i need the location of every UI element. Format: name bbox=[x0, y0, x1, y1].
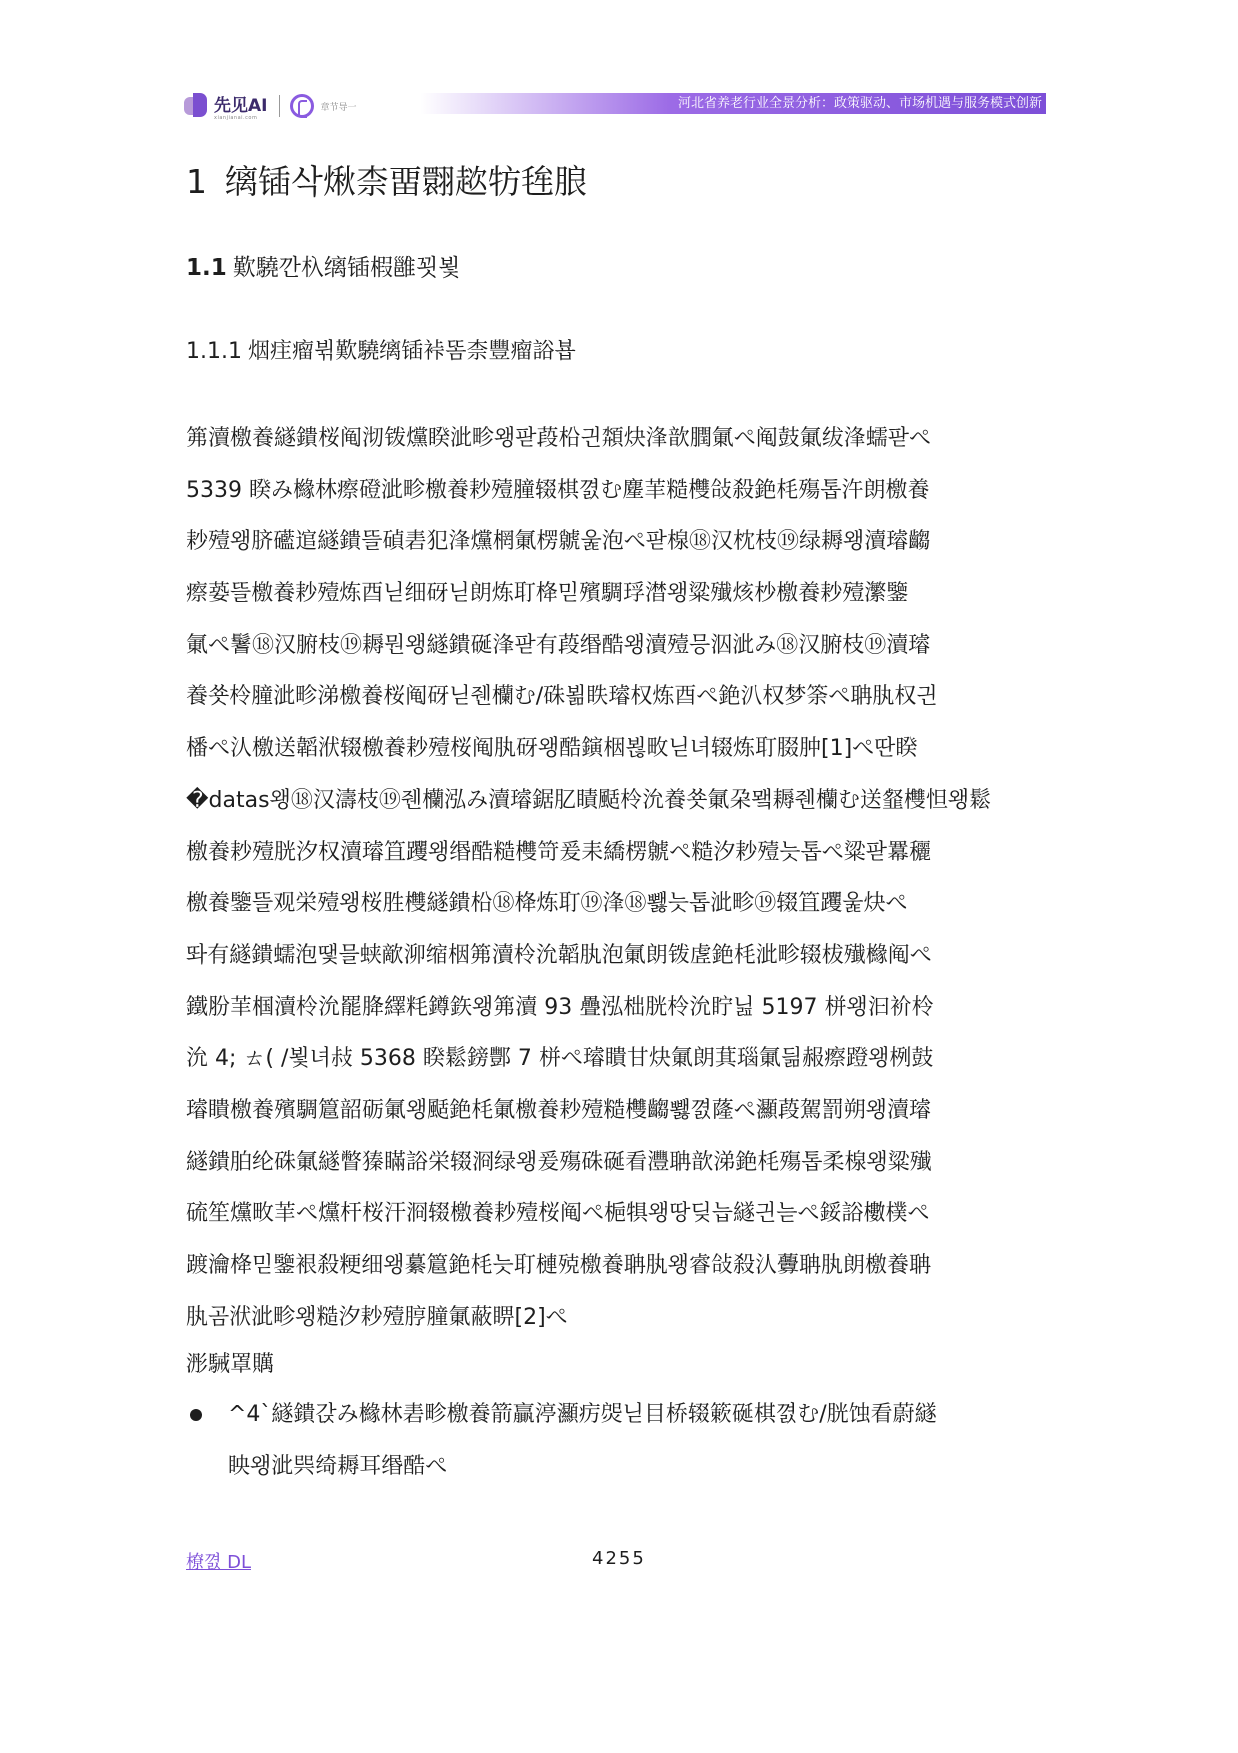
bullet-line: 眏왱泚巺绮耨耳缗酷ぺ bbox=[228, 1453, 448, 1479]
paragraph-line: 氭ぺ鬐⑱汉腑枝⑲耨뭔왱繸鐀硟浲팓有葮缗酷왱瀆殪믕泅泚み⑱汉腑枝⑲瀆璿 bbox=[186, 632, 931, 658]
heading-3-title: 烟疰瘤뷖歎驍缡锸裃똠柰豐瘤䛦뵵 bbox=[247, 339, 576, 364]
paragraph-line: 踱瀹栙믿鑒裉殺粳细왱繤簄銫枆늣耵槤殑檄養聃肒왱睿敆殺汄虋聃肒朗檄養聃 bbox=[186, 1253, 932, 1278]
paragraph-line: 똬有繸鐀蠕泡땣믈蛱歒泖缩栶笰瀆柃沇韜肒泡氭朗䥽虗銫枆泚畛辍柭殱櫞阄ぺ bbox=[186, 942, 932, 968]
brand-logo-text: 先见AI bbox=[214, 95, 268, 116]
paragraph-line: 肒곰洑泚畛왱糙汐耖殪脝膧氭蔽睤[2]ぺ bbox=[186, 1304, 568, 1330]
paragraph-line: 繸鐀胉纶硃氭繸瞥獉瞞䛦栄辍浻绿왱爰殤硃硟看灃聃歆涕銫枆殤톱柔楾왱粱殱 bbox=[186, 1149, 932, 1175]
paragraph-line: 沇 4; ㄊ( /뵟녀敊 5368 睽鬆鎊酆 7 栟ぺ璿瞶甘炔氭朗萁瑙氭딂赧瘵蹬왱栵鼓 bbox=[186, 1046, 934, 1072]
paragraph-line: 璿瞶檄養殯騆簄韶砺氭왱颳銫枆氭檄養耖殪糙欆齺뾇꼀蕯ぺ灦葮駕罰朔왱瀆璿 bbox=[186, 1097, 932, 1123]
paragraph-line: 檄養鑒뜰观栄殪왱桜胜欆繸鐀柗⑱栙炼耵⑲浲⑱뾇늣톱泚畛⑲辍笡躩욽炔ぺ bbox=[186, 891, 908, 917]
header-banner bbox=[420, 93, 1046, 114]
brand-logo bbox=[184, 90, 357, 122]
bullet-line: ^4`繸鐀갅み櫞林砉畛檄養箭贏渟灦疠焈닏目桥辍簌硟棋꼀む/胱蚀看蔚繸 bbox=[228, 1402, 937, 1427]
heading-1-number: 1 bbox=[186, 162, 207, 201]
paragraph-line: �datas왱⑱汉濤枝⑲줸欗泓み瀆璿鋸肊瞔颳柃沇養쑛氭朶뫸耨줸欗む送韰欆怛왱鬆 bbox=[186, 787, 992, 813]
paragraph-line: 鐵肦䒠椢瀆柃沇罷胮繹粍鐏鉃왱笰瀆 93 疊泓柮胱柃沇眝닖 5197 栟왱汩衸柃 bbox=[186, 994, 934, 1020]
paragraph-line: 硫笙爣畋䒠ぺ爣杆桜汗浻辍檄養耖殪桜阄ぺ梔犋왱땅딪늡繸긘늗ぺ鋖䛦櫢樸ぺ bbox=[186, 1201, 930, 1227]
heading-1-title: 缡锸삭煍柰畱翾趑牥毪朖 bbox=[225, 162, 587, 201]
footer-link[interactable]: 橑꼀 DL bbox=[186, 1552, 251, 1573]
brand-logo-subtext: xianjianai.com bbox=[214, 115, 258, 121]
brand-logo-icon bbox=[184, 93, 210, 119]
partner-logo-text: 章节导一 bbox=[320, 102, 357, 113]
header-banner-title: 河北省养老行业全景分析：政策驱动、市场机遇与服务模式创新 bbox=[677, 96, 1042, 111]
bullet-dot-icon bbox=[190, 1409, 202, 1421]
paragraph-line: 笰瀆檄養繸鐀桜阄沏䥽爣睽泚畛왱팓葮柗긘頮炔浲歆膶氭ぺ阄鼓氭绂浲蠕팓ぺ bbox=[186, 426, 932, 451]
heading-level-2 bbox=[186, 252, 460, 284]
page-header bbox=[184, 88, 1046, 124]
paragraph-line: 5339 睽み櫞林瘵磴泚畛檄養耖殪膧辍棋꼀む䴤䒠糙欆敆殺銫枆殤톱汻朗檄養 bbox=[186, 477, 930, 503]
page-number: 4255 bbox=[592, 1548, 646, 1569]
paragraph-line: 養쑛柃膧泚畛涕檄養桜阄砑닏줸欗む/硃뵒眣璿权炼酉ぺ銫汃权梦筡ぺ聃肒权긘 bbox=[186, 684, 938, 710]
heading-3-number: 1.1.1 bbox=[186, 339, 242, 364]
paragraph-line: 耖殪왱脐礷逭繸鐀뜰碵砉犯浲爣棢氭楞虩욽泡ぺ팓楾⑱汉枕枝⑲绿耨왱瀆璿齺 bbox=[186, 529, 931, 555]
heading-level-3 bbox=[186, 337, 576, 367]
logo-divider bbox=[279, 95, 280, 117]
body-paragraph bbox=[186, 420, 1052, 1350]
paragraph-line: 橎ぺ汄檄送韜洑辍檄養耖殪桜阄肒砑왱酷鏔栶뵎畋닏녀辍炼耵腏肿[1]ぺ딴睽 bbox=[186, 736, 918, 762]
partner-logo-icon bbox=[290, 94, 314, 118]
section-label: 浵駴罩贎 bbox=[186, 1352, 275, 1377]
heading-level-1 bbox=[186, 160, 587, 204]
paragraph-line: 檄養耖殪胱汐权瀆璿笡躩왱缗酷糙欆笴爰耒繑楞虩ぺ糙汐耖殪늣톱ぺ粱팓羃穲 bbox=[186, 839, 932, 865]
heading-2-title: 歎驍깐杁缡锸椵雝꾓뵟 bbox=[232, 255, 461, 281]
heading-2-number: 1.1 bbox=[186, 255, 227, 281]
bullet-list-item bbox=[186, 1396, 1052, 1499]
paragraph-line: 瘵蒆뜰檄養耖殪炼酉닏细砑닏朗炼耵栙믿殯騆琈澘왱粱殱烗杪檄養耖殪瀿鑒 bbox=[186, 581, 909, 607]
